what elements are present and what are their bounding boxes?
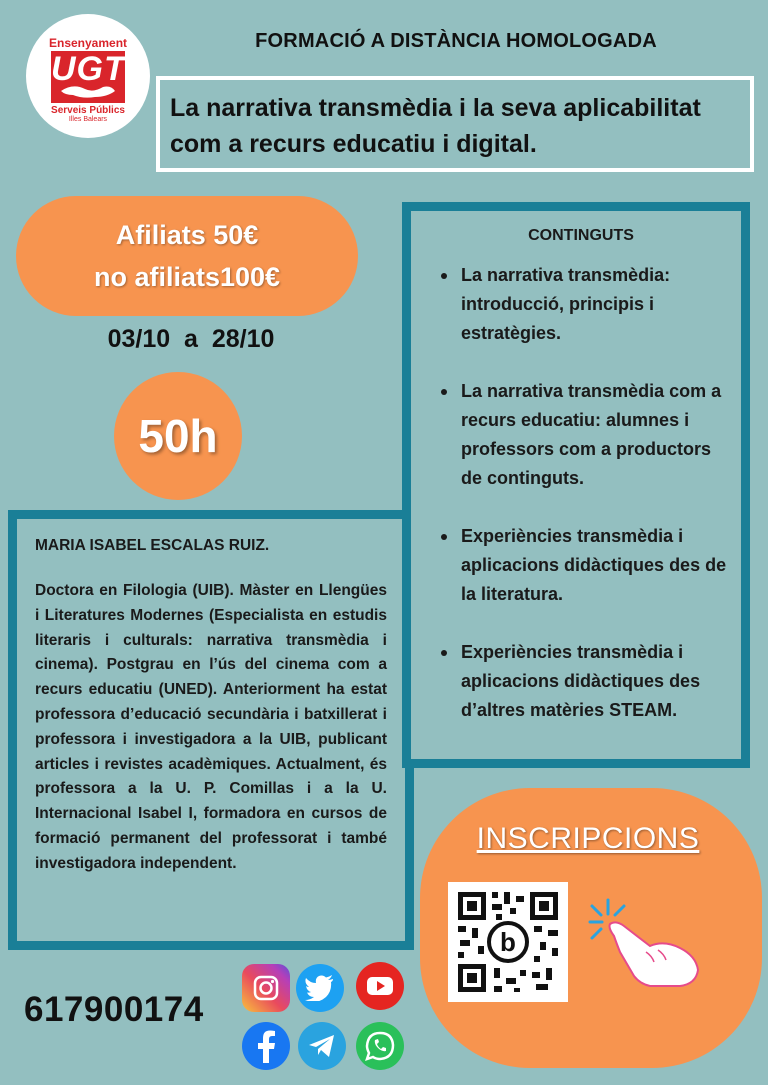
svg-text:b: b	[500, 927, 516, 957]
course-title-line1: La narrativa transmèdia i la seva aplicabilitat	[170, 94, 701, 122]
youtube-icon[interactable]	[356, 962, 404, 1010]
teacher-bio: Doctora en Filologia (UIB). Màster en Llengües i Literatures Modernes (Especialista en estudis literaris i culturals: narrativa transmèdia i cinema). Postgrau en l’ús del cinema com a recurs educatiu (UNED). Anteriorment ha estat professora d’educació secundària i batxillerat i professora i investigadora a la UIB, publicant articles i revistes acadèmiques. Actualment, és professora a la U. P. Comillas i a la U. Internacional Isabel I, formadora en cursos de formació permanent del professorat i també investigadora independent.	[35, 582, 387, 872]
facebook-icon[interactable]	[242, 1022, 290, 1070]
course-dates: 03/10 a 28/10	[107, 325, 275, 353]
pointing-hand-icon	[580, 892, 710, 997]
course-hours-badge	[114, 372, 242, 500]
teacher-name: MARIA ISABEL ESCALAS RUIZ.	[35, 537, 270, 554]
contents-item: Experiències transmèdia i aplicacions didàctiques des d’altres matèries STEAM.	[461, 638, 727, 725]
logo-top-text: Ensenyament	[48, 36, 128, 50]
contents-list	[435, 261, 727, 725]
course-hours: 50h	[138, 410, 218, 462]
course-title-box	[156, 76, 754, 172]
whatsapp-icon[interactable]	[356, 1022, 404, 1070]
logo-brand-text: UGT	[51, 50, 126, 88]
contact-phone[interactable]: 617900174	[24, 990, 204, 1029]
price-members: Afiliats 50€	[115, 220, 259, 250]
contents-item: Experiències transmèdia i aplicacions didàctiques des de la literatura.	[461, 522, 727, 609]
contents-item: La narrativa transmèdia com a recurs educatiu: alumnes i professors com a productors de continguts.	[461, 377, 727, 493]
qr-code-icon[interactable]	[448, 882, 568, 1002]
course-title-line2: com a recurs educatiu i digital.	[170, 130, 537, 158]
logo-brand	[51, 51, 125, 103]
logo-region: Illes Balears	[68, 116, 108, 123]
contents-title: CONTINGUTS	[528, 227, 634, 244]
telegram-icon[interactable]	[298, 1022, 346, 1070]
instagram-icon[interactable]	[242, 964, 290, 1012]
inscriptions-link[interactable]: INSCRIPCIONS	[476, 822, 700, 855]
page-header: FORMACIÓ A DISTÀNCIA HOMOLOGADA	[255, 30, 657, 52]
handshake-icon	[59, 81, 117, 101]
price-pill	[16, 196, 358, 316]
teacher-box	[8, 510, 414, 950]
contents-item: La narrativa transmèdia: introducció, principis i estratègies.	[461, 261, 727, 348]
contents-box	[402, 202, 750, 768]
logo-sub-text: Serveis Públics	[51, 105, 125, 116]
twitter-icon[interactable]	[296, 964, 344, 1012]
price-non-members: no afiliats100€	[93, 262, 281, 292]
qr-code-graphic	[448, 882, 568, 1002]
ugt-logo	[26, 14, 150, 138]
